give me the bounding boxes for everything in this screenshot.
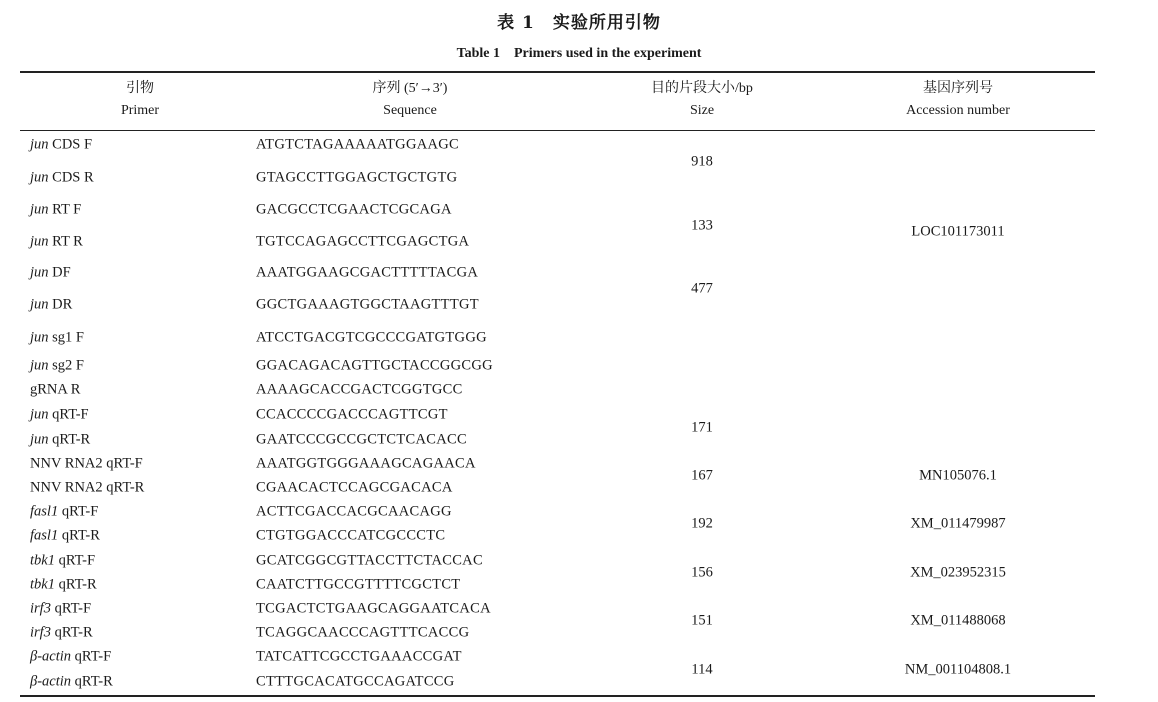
primer-gene: jun: [30, 329, 49, 346]
sequence-cell: AAATGGAAGCGACTTTTTACGA: [256, 264, 479, 281]
accession-cell: XM_023952315: [910, 564, 1006, 581]
sequence-cell: CTTTGCACATGCCAGATCCG: [256, 673, 455, 690]
size-cell: 167: [691, 467, 713, 484]
size-cell: 918: [691, 153, 713, 169]
primer-cell: [30, 528, 100, 545]
sequence-cell: ATCCTGACGTCGCCCGATGTGGG: [256, 329, 487, 346]
primer-cell: [30, 202, 81, 219]
sequence-cell: TCGACTCTGAAGCAGGAATCACA: [256, 600, 491, 617]
primer-name: NNV RNA2 qRT-F: [30, 455, 143, 472]
sequence-cell: CTGTGGACCCATCGCCCTC: [256, 527, 446, 544]
primer-gene: jun: [30, 201, 49, 218]
primer-cell: [30, 265, 71, 282]
header-accession-cn: 基因序列号: [923, 81, 993, 96]
primer-name: qRT-F: [50, 600, 92, 617]
primer-cell: [30, 504, 98, 521]
table-top-rule: [20, 71, 1095, 73]
primer-name: sg2 F: [48, 357, 84, 374]
primer-cell: [30, 625, 93, 642]
sequence-cell: ACTTCGACCACGCAACAGG: [256, 503, 452, 520]
accession-cell: XM_011479987: [910, 515, 1006, 532]
header-size-cn: 目的片段大小/bp: [651, 81, 753, 96]
table-bottom-rule: [20, 695, 1095, 697]
primer-gene: tbk1: [30, 552, 55, 569]
header-primer-en: Primer: [120, 103, 160, 118]
primer-cell: [30, 601, 91, 618]
primer-cell: [30, 382, 80, 399]
accession-cell: LOC101173011: [911, 223, 1005, 240]
primer-cell: [30, 137, 92, 154]
header-size-en: Size: [689, 103, 715, 118]
size-cell: 477: [691, 280, 713, 297]
header-accession: [868, 78, 1048, 122]
header-sequence-en: Sequence: [383, 103, 437, 118]
primer-gene: fasl1: [30, 503, 59, 520]
size-cell: 151: [691, 612, 713, 629]
size-cell: 114: [691, 661, 713, 677]
primer-gene: β-actin: [30, 673, 72, 690]
primer-gene: fasl1: [30, 527, 59, 544]
sequence-cell: GTAGCCTTGGAGCTGCTGTG: [256, 169, 458, 186]
header-primer-cn: 引物: [126, 81, 154, 96]
sequence-cell: AAATGGTGGGAAAGCAGAACA: [256, 455, 476, 472]
header-size: [612, 78, 792, 122]
primer-name: qRT-F: [71, 648, 112, 665]
sequence-cell: GGCTGAAAGTGGCTAAGTTTGT: [256, 296, 479, 313]
primer-name: qRT-R: [48, 431, 91, 448]
primer-gene: jun: [30, 357, 49, 374]
table-title-chinese: 表 1 实验所用引物: [497, 13, 661, 33]
primer-name: RT F: [48, 201, 82, 218]
sequence-cell: ATGTCTAGAAAAATGGAAGC: [256, 136, 459, 153]
primer-name: qRT-F: [48, 406, 89, 423]
table-title-english: Table 1 Primers used in the experiment: [456, 46, 702, 61]
sequence-cell: CGAACACTCCAGCGACACA: [256, 479, 453, 496]
primer-cell: [30, 553, 95, 570]
size-cell: 171: [691, 419, 713, 435]
primer-name: gRNA R: [30, 381, 81, 398]
sequence-cell: CAATCTTGCCGTTTTCGCTCT: [256, 576, 461, 593]
sequence-cell: GGACAGACAGTTGCTACCGGCGG: [256, 357, 493, 374]
primer-gene: jun: [30, 406, 49, 423]
accession-cell: MN105076.1: [919, 467, 997, 484]
accession-cell: XM_011488068: [910, 612, 1006, 629]
primer-cell: [30, 330, 84, 347]
sequence-cell: AAAAGCACCGACTCGGTGCC: [256, 381, 463, 398]
header-sequence: [320, 78, 500, 122]
primer-name: qRT-F: [54, 552, 96, 569]
primer-cell: [30, 358, 84, 375]
primer-name: CDS F: [48, 136, 93, 153]
primer-name: sg1 F: [48, 329, 84, 346]
primer-name: qRT-F: [58, 503, 99, 520]
sequence-cell: CCACCCCGACCCAGTTCGT: [256, 406, 448, 423]
primer-cell: [30, 297, 72, 314]
primer-cell: [30, 456, 143, 473]
primer-name: qRT-R: [71, 673, 113, 690]
primer-gene: irf3: [30, 600, 51, 617]
sequence-cell: TGTCCAGAGCCTTCGAGCTGA: [256, 233, 470, 250]
primer-cell: [30, 649, 111, 666]
primer-name: qRT-R: [54, 576, 97, 593]
header-accession-en: Accession number: [906, 103, 1010, 118]
primer-cell: [30, 480, 144, 497]
primer-gene: jun: [30, 296, 49, 313]
primer-gene: jun: [30, 264, 49, 281]
sequence-cell: TATCATTCGCCTGAAACCGAT: [256, 648, 462, 665]
primer-cell: [30, 674, 113, 691]
primer-cell: [30, 170, 94, 187]
sequence-cell: TCAGGCAACCCAGTTTCACCG: [256, 624, 470, 641]
size-cell: 133: [691, 217, 713, 234]
sequence-cell: GACGCCTCGAACTCGCAGA: [256, 201, 452, 218]
sequence-cell: GCATCGGCGTTACCTTCTACCAC: [256, 552, 483, 569]
table-header-rule: [20, 130, 1095, 131]
size-cell: 192: [691, 515, 713, 532]
primer-gene: jun: [30, 169, 49, 186]
primer-gene: jun: [30, 431, 49, 448]
primer-gene: irf3: [30, 624, 51, 641]
primer-name: RT R: [48, 233, 83, 250]
header-primer: [80, 78, 200, 122]
primer-gene: jun: [30, 233, 49, 250]
size-cell: 156: [691, 564, 713, 581]
primer-gene: tbk1: [30, 576, 55, 593]
primer-gene: jun: [30, 136, 49, 153]
primer-name: DR: [48, 296, 73, 313]
primer-cell: [30, 234, 83, 251]
primer-gene: β-actin: [30, 648, 72, 665]
primer-name: qRT-R: [50, 624, 93, 641]
primer-cell: [30, 407, 89, 424]
primer-name: CDS R: [48, 169, 94, 186]
primer-cell: [30, 432, 90, 449]
primer-name: DF: [48, 264, 71, 281]
primer-name: NNV RNA2 qRT-R: [30, 479, 145, 496]
accession-cell: NM_001104808.1: [904, 661, 1012, 677]
sequence-cell: GAATCCCGCCGCTCTCACACC: [256, 431, 467, 448]
header-sequence-cn: 序列 (5′→3′): [372, 81, 448, 96]
primer-name: qRT-R: [58, 527, 100, 544]
primer-cell: [30, 577, 97, 594]
